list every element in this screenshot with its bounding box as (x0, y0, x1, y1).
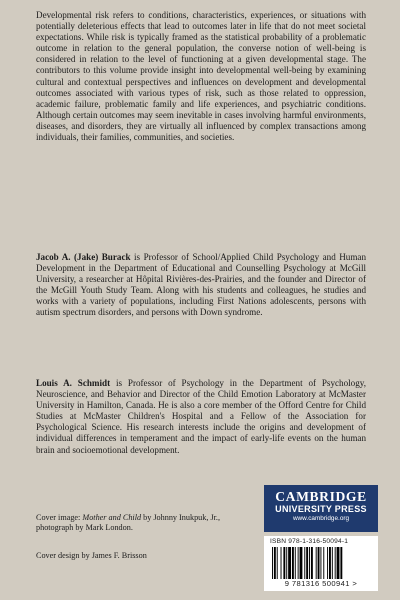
cover-image-credit (36, 513, 236, 533)
description-paragraph (36, 10, 366, 143)
barcode-bars-icon (272, 547, 370, 579)
publisher-logo (264, 485, 378, 532)
publisher-url: www.cambridge.org (292, 515, 350, 522)
barcode (264, 536, 378, 591)
description-text: Developmental risk refers to conditions, characteristics, experiences, or situations with potentially deleterious effects that lead to outcomes later in life that do not meet societal expectations. While risk is typically framed as the statistical probability of a problematic outcome in relation to the general population, the converse notion of well-being is considered in relation to the level of functioning at a given developmental stage. The contributors to this volume provide insight into developmental well-being by examining cultural and contextual perspectives and influences on development and developmental outcomes associated with various types of risk, such as those related to oppression, academic failure, problematic family and life experiences, and psychiatric conditions. Although certain outcomes may seem inevitable in cases involving harmful environments, diseases, and disorders, they are virtually all influenced by complex transactions among individuals, their families, communities, and societies. (36, 10, 366, 143)
cover-credit-prefix: Cover image: (36, 513, 83, 522)
author-bio-text-burack: is Professor of School/Applied Child Psychology and Human Development in the Department of Educational and Counselling Psychology at McGill University, a researcher at Hôpital Rivières-des-Prairies, and the founder and Director of the McGill Youth Study Team. Along with his students and colleagues, he studies and works with a variety of populations, including First Nations adolescents, persons with autism spectrum disorders, and persons with Down syndrome. (36, 252, 366, 318)
cover-design-credit: Cover design by James F. Brisson (36, 551, 147, 560)
author-name-burack: Jacob A. (Jake) Burack (36, 252, 131, 262)
author-bio-text-schmidt: is Professor of Psychology in the Department of Psychology, Neuroscience, and Behavior and Director of the Child Emotion Laboratory at McMaster University in Hamilton, Canada. He is also a core member of the Offord Centre for Child Studies at McMaster Children's Hospital and a Fellow of the Association for Psychological Science. His research interests include the origins and development of individual differences in temperament and the impact of early-life events on the human brain and socioemotional development. (36, 378, 367, 455)
publisher-name: CAMBRIDGE (275, 489, 367, 504)
isbn-label: ISBN 978-1-316-50094-1 (270, 538, 349, 545)
cover-credit-suffix: by Johnny Inukpuk, Jr., photograph by Mark London. (36, 513, 220, 533)
author-name-schmidt: Louis A. Schmidt (36, 378, 111, 388)
publisher-press: UNIVERSITY PRESS (275, 504, 367, 514)
author-bio-burack (36, 252, 366, 319)
author-bio-schmidt (36, 378, 366, 456)
cover-credit-title: Mother and Child (82, 513, 142, 522)
barcode-digits: 9 781316 500941 > (284, 579, 358, 588)
